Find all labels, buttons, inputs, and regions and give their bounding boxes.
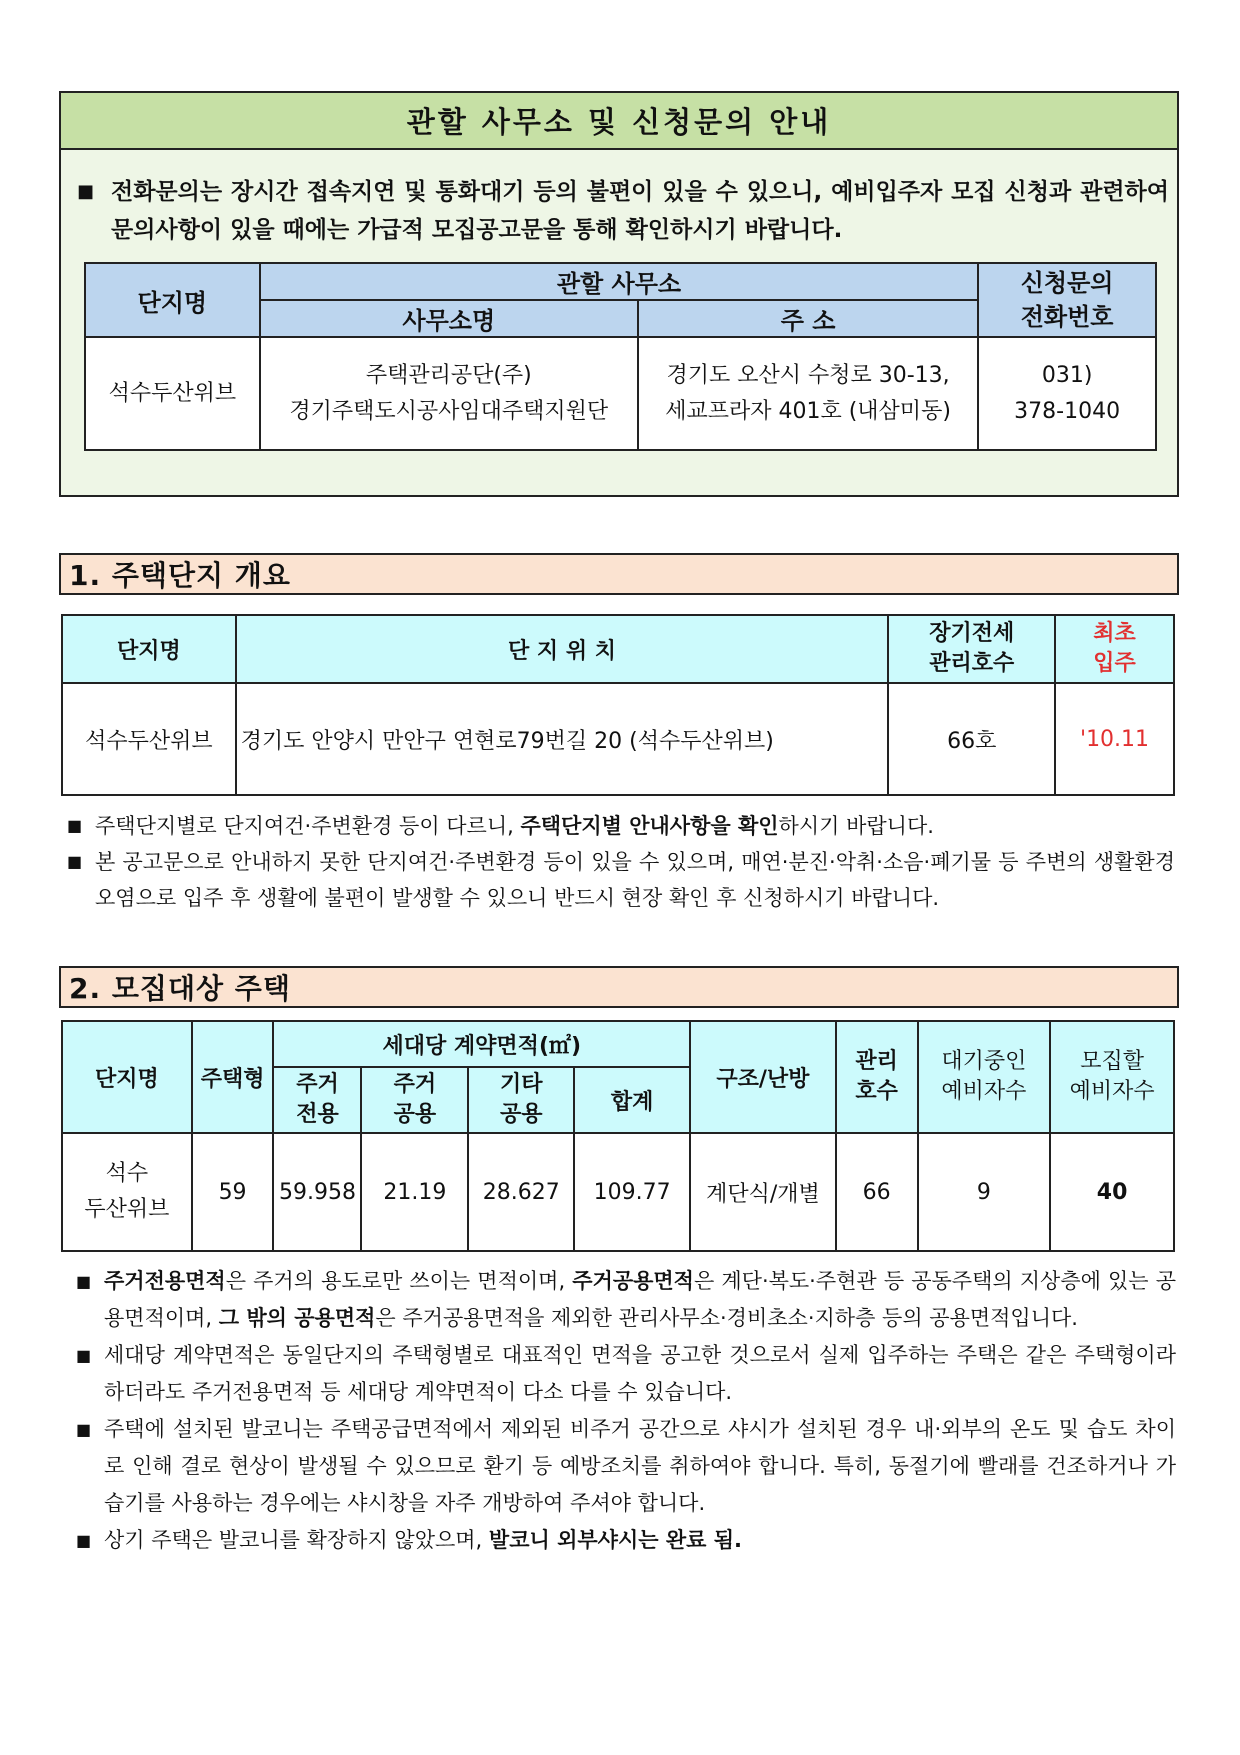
section-1-title: 1. 주택단지 개요: [59, 553, 1179, 595]
header-complex: 단지명: [62, 615, 236, 683]
note-item: ■ 주택에 설치된 발코니는 주택공급면적에서 제외된 비주거 공간으로 샤시가 설치된 경우 내·외부의 온도 및 습도 차이로 인해 결로 현상이 발생될 수 있으므로 환기 등 예방조치를 취하여야 합니다. 특히, 동절기에 빨래를 건조하거나 가습기를 사용하는 경우에는 샤시창을 자주 개방하여 주셔야 합니다.: [70, 1411, 1176, 1522]
header-waiting: 대기중인 예비자수: [918, 1021, 1051, 1133]
bullet-square-icon: ■: [76, 1272, 92, 1291]
cell-location: 경기도 안양시 만안구 연현로79번길 20 (석수두산위브): [236, 683, 889, 795]
info-notice-text: 전화문의는 장시간 접속지연 및 통화대기 등의 불편이 있을 수 있으니, 예비입주자 모집 신청과 관련하여 문의사항이 있을 때에는 가급적 모집공고문을 통해 확인하시기 바랍니다.: [111, 179, 1169, 243]
note-item: ■ 주택단지별로 단지여건·주변환경 등이 다르니, 주택단지별 안내사항을 확인하시기 바랍니다.: [61, 808, 1175, 844]
cell-phone: 031) 378-1040: [978, 337, 1156, 450]
overview-table: [61, 614, 1175, 796]
header-office: 관할 사무소: [260, 263, 979, 300]
cell-first-move-in: '10.11: [1055, 683, 1174, 795]
header-other-area: 기타 공용: [468, 1067, 574, 1133]
bullet-square-icon: ■: [76, 1531, 92, 1550]
header-structure: 구조/난방: [690, 1021, 836, 1133]
header-address: 주 소: [638, 300, 978, 337]
cell-office-name: 주택관리공단(주) 경기주택도시공사임대주택지원단: [260, 337, 638, 450]
header-complex: 단지명: [85, 263, 260, 337]
header-office-name: 사무소명: [260, 300, 638, 337]
header-managed-units: 관리 호수: [836, 1021, 918, 1133]
section-1-notes: [61, 808, 1175, 916]
bullet-square-icon: ■: [77, 181, 95, 202]
cell-structure: 계단식/개별: [690, 1133, 836, 1251]
note-item: ■ 세대당 계약면적은 동일단지의 주택형별로 대표적인 면적을 공고한 것으로서 실제 입주하는 주택은 같은 주택형이라 하더라도 주거전용면적 등 세대당 계약면적이 다소 다를 수 있습니다.: [70, 1337, 1176, 1411]
cell-other-area: 28.627: [468, 1133, 574, 1251]
header-first-move-in: 최초 입주: [1055, 615, 1174, 683]
target-housing-table: [61, 1020, 1175, 1252]
cell-type: 59: [192, 1133, 274, 1251]
header-complex: 단지명: [62, 1021, 192, 1133]
cell-private-area: 59.958: [273, 1133, 361, 1251]
cell-recruit: 40: [1050, 1133, 1174, 1251]
bullet-square-icon: ■: [76, 1420, 92, 1439]
note-item: ■ 주거전용면적은 주거의 용도로만 쓰이는 면적이며, 주거공용면적은 계단·복도·주현관 등 공동주택의 지상층에 있는 공용면적이며, 그 밖의 공용면적은 주거공용면적을 제외한 관리사무소·경비초소·지하층 등의 공용면적입니다.: [70, 1263, 1176, 1337]
info-title: 관할 사무소 및 신청문의 안내: [61, 93, 1177, 150]
cell-units: 66호: [888, 683, 1055, 795]
section-2-title: 2. 모집대상 주택: [59, 966, 1179, 1008]
info-notice: [77, 173, 1169, 249]
header-contract-area: 세대당 계약면적(㎡): [273, 1021, 690, 1067]
note-item: ■ 본 공고문으로 안내하지 못한 단지여건·주변환경 등이 있을 수 있으며, 매연·분진·악취·소음·폐기물 등 주변의 생활환경 오염으로 입주 후 생활에 불편이 발생할 수 있으니 반드시 현장 확인 후 신청하시기 바랍니다.: [61, 844, 1175, 916]
header-units: 장기전세 관리호수: [888, 615, 1055, 683]
header-private-area: 주거 전용: [273, 1067, 361, 1133]
header-total: 합계: [574, 1067, 690, 1133]
note-item: ■ 상기 주택은 발코니를 확장하지 않았으며, 발코니 외부샤시는 완료 됨.: [70, 1522, 1176, 1559]
cell-managed-units: 66: [836, 1133, 918, 1251]
cell-complex: 석수 두산위브: [62, 1133, 192, 1251]
header-recruit: 모집할 예비자수: [1050, 1021, 1174, 1133]
office-table: [84, 262, 1157, 451]
cell-complex: 석수두산위브: [85, 337, 260, 450]
bullet-square-icon: ■: [67, 816, 83, 835]
office-info-box: [59, 91, 1179, 497]
header-location: 단 지 위 치: [236, 615, 889, 683]
header-common-area: 주거 공용: [361, 1067, 468, 1133]
bullet-square-icon: ■: [67, 852, 83, 871]
cell-common-area: 21.19: [361, 1133, 468, 1251]
cell-complex: 석수두산위브: [62, 683, 236, 795]
cell-waiting: 9: [918, 1133, 1051, 1251]
cell-total: 109.77: [574, 1133, 690, 1251]
cell-address: 경기도 오산시 수청로 30-13, 세교프라자 401호 (내삼미동): [638, 337, 978, 450]
bullet-square-icon: ■: [76, 1346, 92, 1365]
header-phone: 신청문의 전화번호: [978, 263, 1156, 337]
section-2-notes: [70, 1263, 1176, 1559]
header-type: 주택형: [192, 1021, 274, 1133]
